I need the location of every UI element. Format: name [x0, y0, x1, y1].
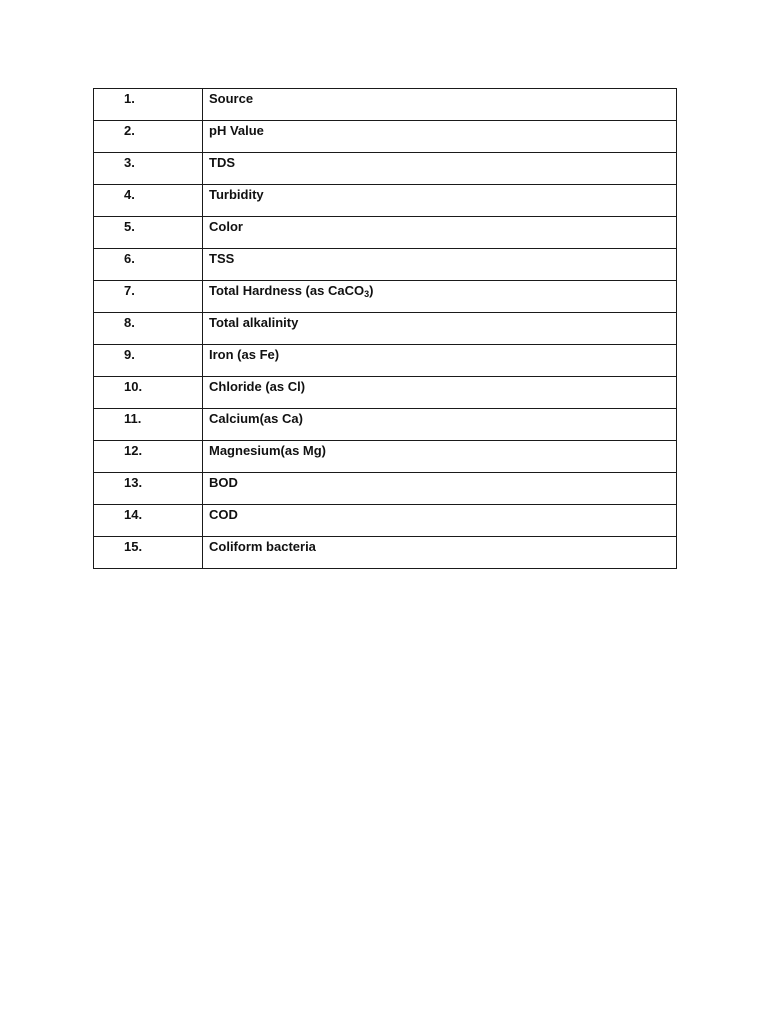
row-number: 6.: [94, 249, 203, 281]
row-number: 8.: [94, 313, 203, 345]
parameter-name: Iron (as Fe): [203, 345, 677, 377]
table-row: [94, 377, 677, 409]
table-row: [94, 505, 677, 537]
row-number: 7.: [94, 281, 203, 313]
table-row: [94, 345, 677, 377]
parameter-name: Source: [203, 89, 677, 121]
table-row: [94, 409, 677, 441]
row-number: 13.: [94, 473, 203, 505]
table-row: [94, 249, 677, 281]
row-number: 12.: [94, 441, 203, 473]
row-number: 9.: [94, 345, 203, 377]
table-row: [94, 217, 677, 249]
row-number: 5.: [94, 217, 203, 249]
parameter-name: Magnesium(as Mg): [203, 441, 677, 473]
parameter-name: Calcium(as Ca): [203, 409, 677, 441]
parameter-name-close: ): [369, 283, 374, 298]
parameter-name: Total alkalinity: [203, 313, 677, 345]
table-row: [94, 281, 677, 313]
row-number: 1.: [94, 89, 203, 121]
row-number: 14.: [94, 505, 203, 537]
parameter-name: [203, 281, 677, 313]
parameter-name: Color: [203, 217, 677, 249]
row-number: 3.: [94, 153, 203, 185]
table-row: [94, 89, 677, 121]
row-number: 10.: [94, 377, 203, 409]
row-number: 11.: [94, 409, 203, 441]
parameter-name: BOD: [203, 473, 677, 505]
parameters-table: [93, 88, 677, 569]
parameter-name: pH Value: [203, 121, 677, 153]
table-row: [94, 473, 677, 505]
parameter-name: COD: [203, 505, 677, 537]
parameter-name: Chloride (as Cl): [203, 377, 677, 409]
parameter-name: TDS: [203, 153, 677, 185]
table-row: [94, 537, 677, 569]
subscript: 3: [364, 289, 370, 299]
table-row: [94, 185, 677, 217]
row-number: 4.: [94, 185, 203, 217]
parameter-name: Coliform bacteria: [203, 537, 677, 569]
parameter-name: Turbidity: [203, 185, 677, 217]
row-number: 2.: [94, 121, 203, 153]
parameter-name: TSS: [203, 249, 677, 281]
table-row: [94, 313, 677, 345]
table-row: [94, 153, 677, 185]
parameter-name-text: Total Hardness (as CaCO: [209, 283, 365, 298]
row-number: 15.: [94, 537, 203, 569]
table-row: [94, 441, 677, 473]
table-row: [94, 121, 677, 153]
